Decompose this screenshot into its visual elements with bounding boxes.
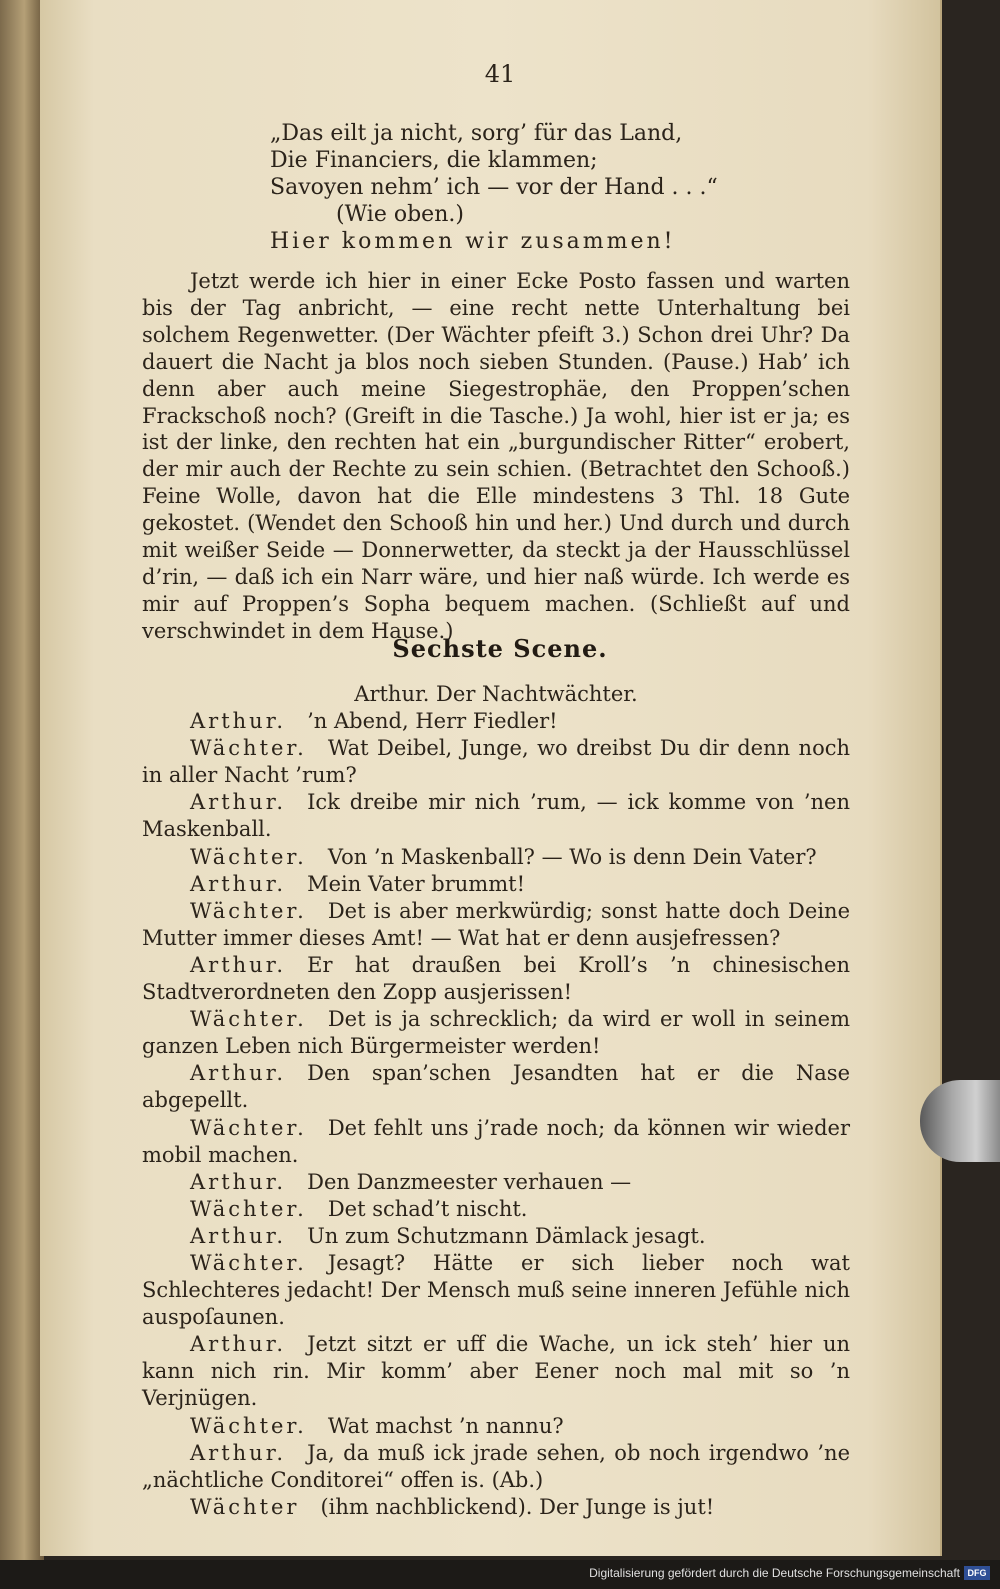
speaker-name: Arthur. (190, 1223, 287, 1248)
footer-credit (589, 1566, 990, 1580)
speech-text: Det fehlt uns j’rade noch; da können wir wieder mobil machen. (142, 1115, 850, 1167)
speech-text: Jesagt? Hätte er sich lieber noch wat Schlechteres jedacht! Der Mensch muß seine inneren Jefühle nich auspoſaunen. (142, 1250, 850, 1330)
verse-block (270, 120, 718, 255)
dialogue-entry (142, 735, 850, 789)
footer-text: Digitalisierung gefördert durch die Deutsche Forschungsgemeinschaft (589, 1566, 960, 1580)
speaker-name: Arthur. (190, 709, 287, 734)
dfg-logo: DFG (964, 1566, 990, 1580)
speaker-name: Wächter. (190, 898, 307, 923)
dialogue-entry (142, 1115, 850, 1169)
speech-text: Den Danzmeester verhauen — (307, 1169, 632, 1194)
speaker-name: Wächter. (190, 1413, 307, 1438)
speech-text: Ick dreibe mir nich ’rum, — ick komme von ’nen Maskenball. (142, 790, 850, 842)
speech-text: Jetzt sitzt er uff die Wache, un ick steh’ hier un kann nich rin. Mir komm’ aber Eener noch mal mit so ’n Verjnügen. (142, 1332, 850, 1411)
speech-text: (ihm nachblickend). Der Junge is jut! (320, 1494, 715, 1519)
speech-text: Den span’schen Jesandten hat er die Nase abgepellt. (142, 1061, 850, 1113)
verse-line: Savoyen nehm’ ich — vor der Hand . . .“ (270, 175, 718, 200)
dialogue-entry (142, 708, 850, 735)
speech-text: Det schad’t nischt. (327, 1196, 528, 1221)
speaker-name: Arthur. (190, 952, 287, 977)
dialogue-entry (142, 844, 850, 871)
book-spine (0, 0, 44, 1560)
dialogue-entry (142, 1060, 850, 1114)
dialogue-entry (142, 1006, 850, 1060)
speech-text: Ja, da muß ick jrade sehen, ob noch irgendwo ’ne „nächtliche Conditorei“ offen is. (Ab.) (142, 1440, 850, 1492)
dialogue-entry (142, 1169, 850, 1196)
dialogue-entry (142, 1494, 850, 1521)
dialogue-entry (142, 871, 850, 898)
verse-refrain: Hier kommen wir zusammen! (270, 229, 676, 254)
speech-text: Mein Vater brummt! (307, 871, 526, 896)
speaker-name: Wächter. (190, 1196, 307, 1221)
dialogue-entry (142, 898, 850, 952)
verse-line: Die Financiers, die klammen; (270, 148, 598, 173)
dialogue-entry (142, 1223, 850, 1250)
speaker-name: Arthur. (190, 790, 287, 815)
dialogue (142, 681, 850, 1521)
dialogue-entry (142, 1440, 850, 1494)
page-number: 41 (484, 60, 516, 88)
speech-text: Von ’n Maskenball? — Wo is denn Dein Vater? (327, 844, 817, 869)
stage-direction: (Wie oben.) (336, 202, 464, 227)
dialogue-entry (142, 952, 850, 1006)
scene-title: Sechste Scene. (392, 634, 608, 663)
speech-text: ’n Abend, Herr Fiedler! (307, 709, 558, 734)
speaker-name: Arthur. (190, 1169, 287, 1194)
speech-text: Wat Deibel, Junge, wo dreibst Du dir denn noch in aller Nacht ’rum? (142, 736, 850, 788)
verse-line: „Das eilt ja nicht, sorg’ für das Land, (270, 121, 683, 146)
speaker-name: Arthur. (190, 871, 287, 896)
speaker-name: Wächter (190, 1494, 300, 1519)
speech-text: Un zum Schutzmann Dämlack jesagt. (307, 1223, 706, 1248)
dialogue-entry (142, 1250, 850, 1331)
speaker-name: Wächter. (190, 736, 307, 761)
speech-text: Er hat draußen bei Kroll’s ’n chinesischen Stadtverordneten den Zopp ausjerissen! (142, 952, 850, 1005)
speaker-name: Arthur. (190, 1332, 287, 1357)
dialogue-entry (142, 681, 850, 708)
speech-text: Wat machst ’n nannu? (327, 1413, 564, 1438)
speech-text: Arthur. Der Nachtwächter. (354, 682, 638, 706)
dialogue-entry (142, 1413, 850, 1440)
speaker-name: Wächter. (190, 1115, 307, 1140)
speaker-name: Arthur. (190, 1440, 287, 1465)
monologue (142, 268, 850, 645)
speech-text: Det is ja schrecklich; da wird er woll in seinem ganzen Leben nich Bürgermeister werden! (142, 1007, 850, 1059)
dialogue-entry (142, 1331, 850, 1412)
speech-text: Det is aber merkwürdig; sonst hatte doch Deine Mutter immer dieses Amt! — Wat hat er denn ausjefressen? (142, 898, 850, 950)
speaker-name: Wächter. (190, 1007, 307, 1032)
monologue-text: Jetzt werde ich hier in einer Ecke Posto fassen und warten bis der Tag anbricht, — eine recht nette Unterhaltung bei solchem Regenwetter. (Der Wächter pfeift 3.) Schon drei Uhr? Da dauert die Nacht ja blos noch sieben Stunden. (Pause.) Hab’ ich denn aber auch meine Siegestrophäe, den Proppen’schen Frackschoß noch? (Greift in die Tasche.) Ja wohl, hier ist er ja; es ist der linke, den rechten hat ein „burgundischer Ritter“ erobert, der mir auch der Rechte zu sein schien. (Betrachtet den Schooß.) Feine Wolle, davon hat die Elle mindestens 3 Thl. 18 Gute gekostet. (Wendet den Schooß hin und her.) Und durch und durch mit weißer Seide — Donnerwetter, da steckt ja der Hausschlüssel d’rin, — daß ich ein Narr wäre, und hier naß würde. Ich werde es mir auf Proppen’s Sopha bequem machen. (Schließt auf und verschwindet in dem Hause.) (142, 269, 850, 643)
dialogue-entry (142, 1196, 850, 1223)
speaker-name: Wächter. (190, 844, 307, 869)
scan-clip-tab (920, 1080, 1000, 1162)
dialogue-entry (142, 789, 850, 843)
speaker-name: Arthur. (190, 1061, 287, 1086)
speaker-name: Wächter. (190, 1250, 307, 1275)
